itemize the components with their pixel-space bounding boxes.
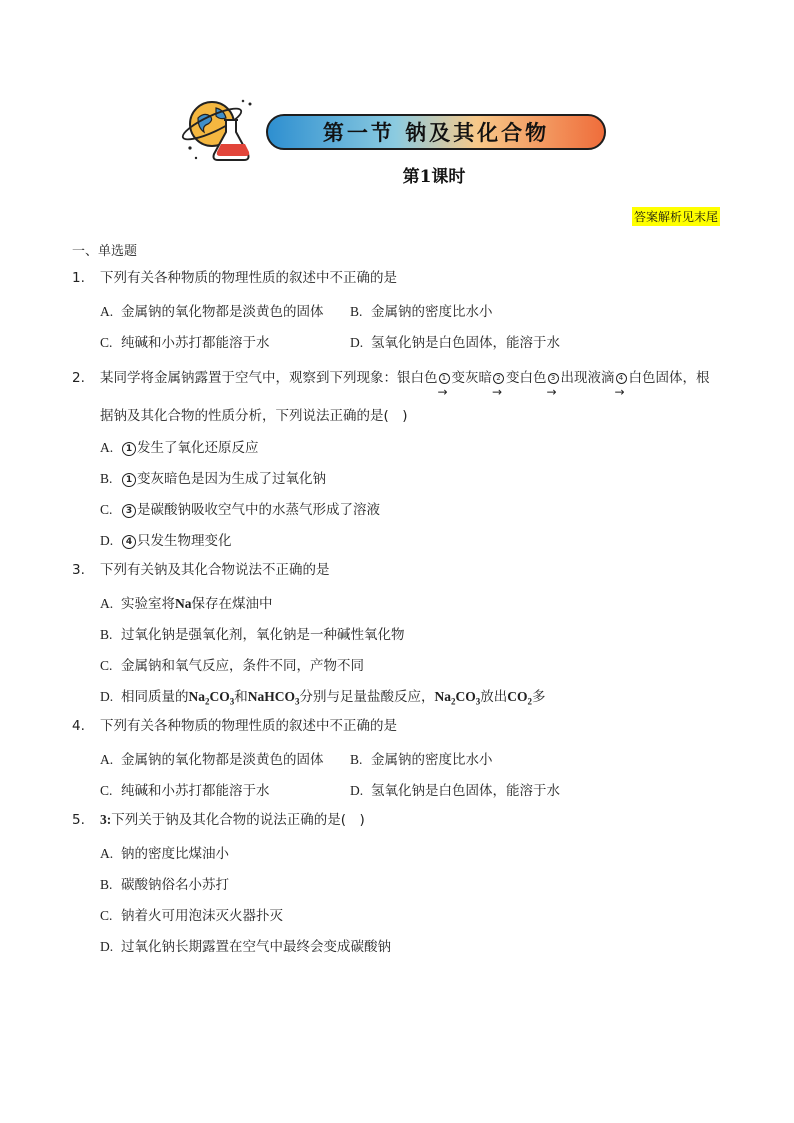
formula: Na xyxy=(175,596,192,611)
formula: $Na_2CO_3$ xyxy=(434,689,481,707)
option-c[interactable]: C. 纯碱和小苏打都能溶于水 xyxy=(100,783,270,799)
option-c[interactable]: C. 3 是碳酸钠吸收空气中的水蒸气形成了溶液 xyxy=(100,502,380,518)
option-a[interactable]: A. 1 发生了氧化还原反应 xyxy=(100,440,259,456)
question-number: 2. xyxy=(72,370,85,386)
option-a[interactable]: A. 金属钠的氧化物都是淡黄色的固体 xyxy=(100,304,324,320)
circled-number: 3 xyxy=(122,504,136,518)
question-stem: 下列有关各种物质的物理性质的叙述中不正确的是 xyxy=(100,718,397,734)
question-stem: 下列关于钠及其化合物的说法正确的是( ) xyxy=(111,812,365,828)
option-a[interactable]: A. 实验室将Na保存在煤油中 xyxy=(100,596,273,612)
question-2: 2. 某同学将金属钠露置于空气中，观察到下列现象：银白色 1 → 变灰暗 2 → 变白色 3 → 出现液滴 4 → 白色固体，根 xyxy=(72,370,710,399)
circled-number: 4 xyxy=(122,535,136,549)
option-b[interactable]: B. 金属钠的密度比水小 xyxy=(350,304,493,320)
formula: $CO_2$ xyxy=(507,689,532,707)
page-subtitle: 第1课时 xyxy=(402,167,466,187)
option-d[interactable]: D. 氢氧化钠是白色固体，能溶于水 xyxy=(350,783,560,799)
question-stem: 下列有关钠及其化合物说法不正确的是 xyxy=(100,562,330,578)
title-banner xyxy=(266,114,606,150)
option-d[interactable]: D. 过氧化钠长期露置在空气中最终会变成碳酸钠 xyxy=(100,939,391,955)
circled-number: 1 xyxy=(122,442,136,456)
question-number: 5. xyxy=(72,812,85,828)
option-d[interactable]: D. 氢氧化钠是白色固体，能溶于水 xyxy=(350,335,560,351)
question-3 xyxy=(72,560,330,580)
question-prefix: 3: xyxy=(100,812,112,827)
option-d[interactable]: D. 4 只发生物理变化 xyxy=(100,533,232,549)
question-number: 1. xyxy=(72,270,85,286)
section-heading: 一、单选题 xyxy=(72,244,138,259)
question-stem: 下列有关各种物质的物理性质的叙述中不正确的是 xyxy=(100,270,397,286)
option-a[interactable]: A. 金属钠的氧化物都是淡黄色的固体 xyxy=(100,752,324,768)
option-b[interactable]: B. 金属钠的密度比水小 xyxy=(350,752,493,768)
question-number: 3. xyxy=(72,562,85,578)
circled-number: 1 xyxy=(122,473,136,487)
option-b[interactable]: B. 过氧化钠是强氧化剂，氧化钠是一种碱性氧化物 xyxy=(100,627,405,643)
option-d[interactable]: D. 相同质量的$Na_2CO_3$和NaHCO$_3$分别与足量盐酸反应，$Na_2CO_3$放出$CO_2$多 xyxy=(100,689,546,707)
question-5 xyxy=(72,810,365,830)
page-title: 第一节 钠及其化合物 xyxy=(322,120,550,145)
question-number: 4. xyxy=(72,718,85,734)
question-4 xyxy=(72,716,397,736)
formula: NaHCO$_3$ xyxy=(247,689,300,707)
option-c[interactable]: C. 金属钠和氧气反应，条件不同，产物不同 xyxy=(100,658,364,674)
planet-flask-icon xyxy=(180,96,260,168)
option-c[interactable]: C. 钠着火可用泡沫灭火器扑灭 xyxy=(100,908,283,924)
option-a[interactable]: A. 钠的密度比煤油小 xyxy=(100,846,229,862)
answer-note-badge: 答案解析见末尾 xyxy=(632,207,720,226)
option-b[interactable]: B. 1 变灰暗色是因为生成了过氧化钠 xyxy=(100,471,326,487)
question-1 xyxy=(72,268,397,288)
option-c[interactable]: C. 纯碱和小苏打都能溶于水 xyxy=(100,335,270,351)
question-stem-continued: 据钠及其化合物的性质分析，下列说法正确的是( ) xyxy=(100,408,408,424)
formula: $Na_2CO_3$ xyxy=(188,689,235,707)
option-b[interactable]: B. 碳酸钠俗名小苏打 xyxy=(100,877,229,893)
